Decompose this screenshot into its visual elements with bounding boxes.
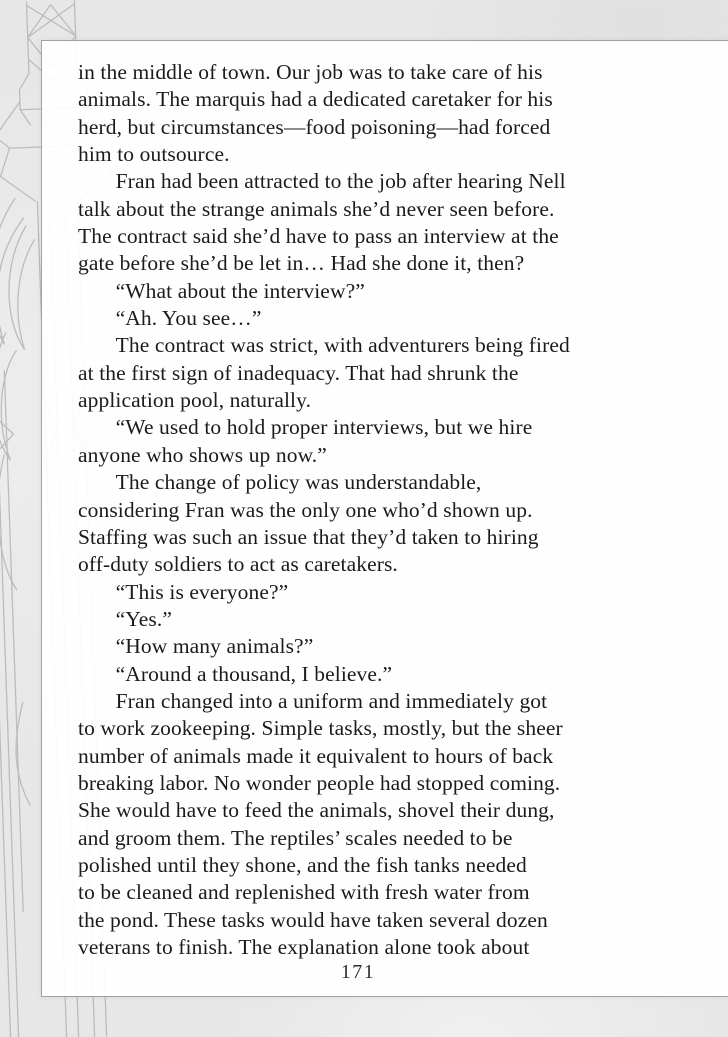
text-line: “What about the interview?” bbox=[115, 278, 365, 303]
text-line: animals. The marquis had a dedicated caretaker for his bbox=[78, 87, 553, 112]
text-line: “Ah. You see…” bbox=[115, 306, 262, 331]
text-line: The contract said she’d have to pass an interview at the bbox=[78, 224, 559, 249]
text-line: considering Fran was the only one who’d shown up. bbox=[78, 497, 533, 522]
book-page[interactable] bbox=[41, 40, 728, 997]
text-line: application pool, naturally. bbox=[78, 388, 312, 413]
text-line: and groom them. The reptiles’ scales needed to be bbox=[78, 825, 513, 850]
text-line: “Around a thousand, I believe.” bbox=[115, 661, 393, 686]
text-line: Fran changed into a uniform and immediately got bbox=[115, 688, 548, 713]
text-line: talk about the strange animals she’d never seen before. bbox=[78, 196, 555, 221]
text-line: him to outsource. bbox=[78, 142, 230, 167]
text-line: to work zookeeping. Simple tasks, mostly, but the sheer bbox=[78, 716, 563, 741]
text-line: The contract was strict, with adventurers being fired bbox=[115, 333, 570, 358]
text-line: She would have to feed the animals, shovel their dung, bbox=[78, 798, 555, 823]
text-line: “Yes.” bbox=[115, 606, 172, 631]
text-line: at the first sign of inadequacy. That had shrunk the bbox=[78, 360, 519, 385]
text-line: “We used to hold proper interviews, but we hire bbox=[115, 415, 533, 440]
text-line: anyone who shows up now.” bbox=[78, 442, 327, 467]
text-line: breaking labor. No wonder people had stopped coming. bbox=[78, 770, 561, 795]
text-line: off-duty soldiers to act as caretakers. bbox=[78, 552, 398, 577]
text-line: The change of policy was understandable, bbox=[115, 470, 482, 495]
text-line: veterans to finish. The explanation alone took about bbox=[78, 935, 530, 959]
text-line: to be cleaned and replenished with fresh water from bbox=[78, 880, 530, 905]
text-line: herd, but circumstances—food poisoning—had forced bbox=[78, 114, 551, 139]
text-line: “How many animals?” bbox=[115, 634, 314, 659]
text-line: “This is everyone?” bbox=[115, 579, 289, 604]
text-line: the pond. These tasks would have taken several dozen bbox=[78, 907, 548, 932]
text-line: in the middle of town. Our job was to take care of his bbox=[78, 60, 543, 84]
text-line: polished until they shone, and the fish tanks needed bbox=[78, 852, 527, 877]
text-block bbox=[78, 59, 638, 961]
page-number: 171 bbox=[340, 961, 376, 983]
text-line: Fran had been attracted to the job after hearing Nell bbox=[115, 169, 566, 194]
text-line: number of animals made it equivalent to hours of back bbox=[78, 743, 554, 768]
text-line: gate before she’d be let in… Had she done it, then? bbox=[78, 251, 525, 276]
text-line: Staffing was such an issue that they’d taken to hiring bbox=[78, 524, 539, 549]
